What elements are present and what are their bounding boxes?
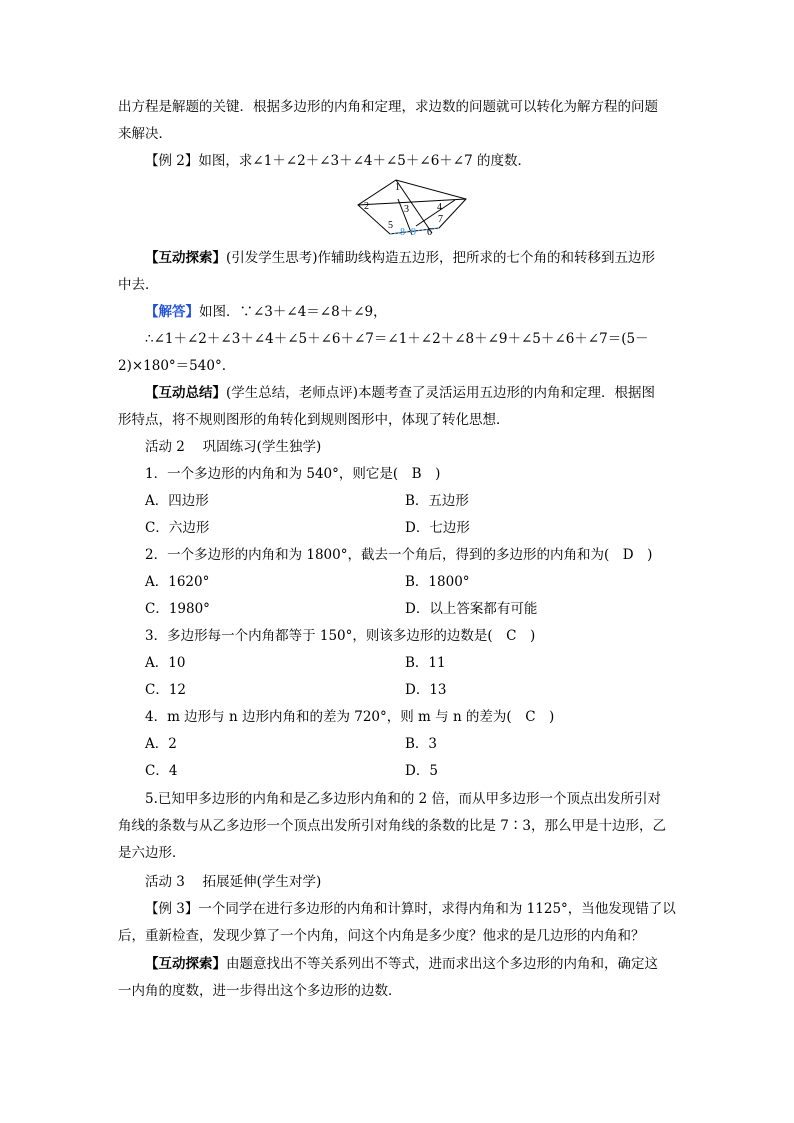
example-2-answer-line-2: ∴∠1＋∠2＋∠3＋∠4＋∠5＋∠6＋∠7＝∠1＋∠2＋∠8＋∠9＋∠5＋∠6＋∠7＝(5－ <box>145 331 649 347</box>
example-2-tag: 【例 2】 <box>145 153 199 169</box>
example-2-answer-line-3: 2)×180°＝540°. <box>118 358 226 374</box>
question-3-option-b: B．11 <box>405 655 446 671</box>
figure-line-d <box>416 200 455 226</box>
example-2-answer-text: 如图．∵∠3＋∠4＝∠8＋∠9， <box>199 304 387 320</box>
question-3-option-d: D．13 <box>405 682 447 698</box>
question-1-option-b: B．五边形 <box>405 493 469 509</box>
example-3-text: 一个同学在进行多边形的内角和计算时，求得内角和为 1125°，当他发现错了以 <box>198 901 676 917</box>
question-4-stem: 4．m 边形与 n 边形内角和的差为 720°，则 m 与 n 的差为( C ) <box>145 709 555 725</box>
example-2-explore-text: (引发学生思考)作辅助线构造五边形，把所求的七个角的和转移到五边形 <box>226 250 656 266</box>
example-2-explore-line-1 <box>145 249 655 267</box>
question-4-option-a: A．2 <box>145 736 177 752</box>
figure-label-7: 7 <box>438 214 443 225</box>
intro-line-2: 来解决． <box>118 126 172 142</box>
figure-label-3: 3 <box>404 204 409 215</box>
example-2-summary-line-2: 形特点，将不规则图形的角转化到规则图形中，体现了转化思想． <box>118 412 510 428</box>
question-3-option-a: A．10 <box>145 655 186 671</box>
question-5-line-2: 角线的条数与从乙多边形一个顶点出发所引对角线的条数的比是 7∶3，那么甲是十边形，乙 <box>118 818 666 834</box>
example-3-explore-line-2: 一内角的度数，进一步得出这个多边形的边数． <box>118 983 402 999</box>
figure-label-8: 8 <box>400 227 405 238</box>
question-5-line-3: 是六边形． <box>118 845 186 861</box>
example-3-tag: 【例 3】 <box>145 901 199 917</box>
question-4-option-c: C．4 <box>145 763 178 779</box>
example-2-summary-line-1 <box>145 384 655 402</box>
figure-label-6: 6 <box>427 227 432 238</box>
figure-label-2: 2 <box>364 201 369 212</box>
question-1-option-d: D．七边形 <box>405 520 470 536</box>
example-3-line-1 <box>145 900 676 918</box>
question-2-option-b: B．1800° <box>405 574 470 590</box>
example-2-text: 如图，求∠1＋∠2＋∠3＋∠4＋∠5＋∠6＋∠7 的度数． <box>198 153 531 169</box>
example-2-figure <box>350 178 468 238</box>
question-4-option-b: B．3 <box>405 736 438 752</box>
question-5-line-1: 5.已知甲多边形的内角和是乙多边形内角和的 2 倍，而从甲多边形一个顶点出发所引对 <box>145 791 662 807</box>
example-2-answer-tag: 【解答】 <box>145 304 199 320</box>
example-3-explore-tag: 【互动探索】 <box>145 956 226 972</box>
question-1-option-a: A．四边形 <box>145 493 209 509</box>
example-3-explore-line-1 <box>145 955 658 973</box>
example-2-question <box>145 152 531 170</box>
question-2-option-d: D．以上答案都有可能 <box>405 601 538 617</box>
example-2-answer-line-1 <box>145 303 387 321</box>
figure-label-1: 1 <box>395 182 400 193</box>
example-2-summary-tag: 【互动总结】 <box>145 385 226 401</box>
example-2-explore-tag: 【互动探索】 <box>145 250 226 266</box>
question-3-stem: 3．多边形每一个内角都等于 150°，则该多边形的边数是( C ) <box>145 628 536 644</box>
question-3-option-c: C．12 <box>145 682 187 698</box>
example-2-explore-line-2: 中去． <box>118 277 159 293</box>
figure-label-5: 5 <box>388 220 393 231</box>
example-3-explore-text: 由题意找出不等关系列出不等式，进而求出这个多边形的内角和，确定这 <box>226 956 658 972</box>
example-2-summary-text: (学生总结，老师点评)本题考查了灵活运用五边形的内角和定理．根据图 <box>226 385 656 401</box>
intro-line-1: 出方程是解题的关键．根据多边形的内角和定理，求边数的问题就可以转化为解方程的问题 <box>118 99 658 115</box>
question-4-option-d: D．5 <box>405 763 438 779</box>
activity-3-title: 活动 3 拓展延伸(学生对学) <box>145 874 322 890</box>
question-2-stem: 2．一个多边形的内角和为 1800°，截去一个角后，得到的多边形的内角和为( D ) <box>145 547 653 563</box>
example-3-line-2: 后，重新检查，发现少算了一个内角，问这个内角是多少度？他求的是几边形的内角和？ <box>118 928 645 944</box>
activity-2-title: 活动 2 巩固练习(学生独学) <box>145 439 322 455</box>
question-1-stem: 1．一个多边形的内角和为 540°，则它是( B ) <box>145 466 441 482</box>
figure-label-9: 9 <box>411 227 416 238</box>
question-2-option-a: A．1620° <box>145 574 210 590</box>
figure-outer-polygon <box>358 180 466 234</box>
question-1-option-c: C．六边形 <box>145 520 210 536</box>
question-2-option-c: C．1980° <box>145 601 210 617</box>
figure-label-4: 4 <box>437 202 442 213</box>
